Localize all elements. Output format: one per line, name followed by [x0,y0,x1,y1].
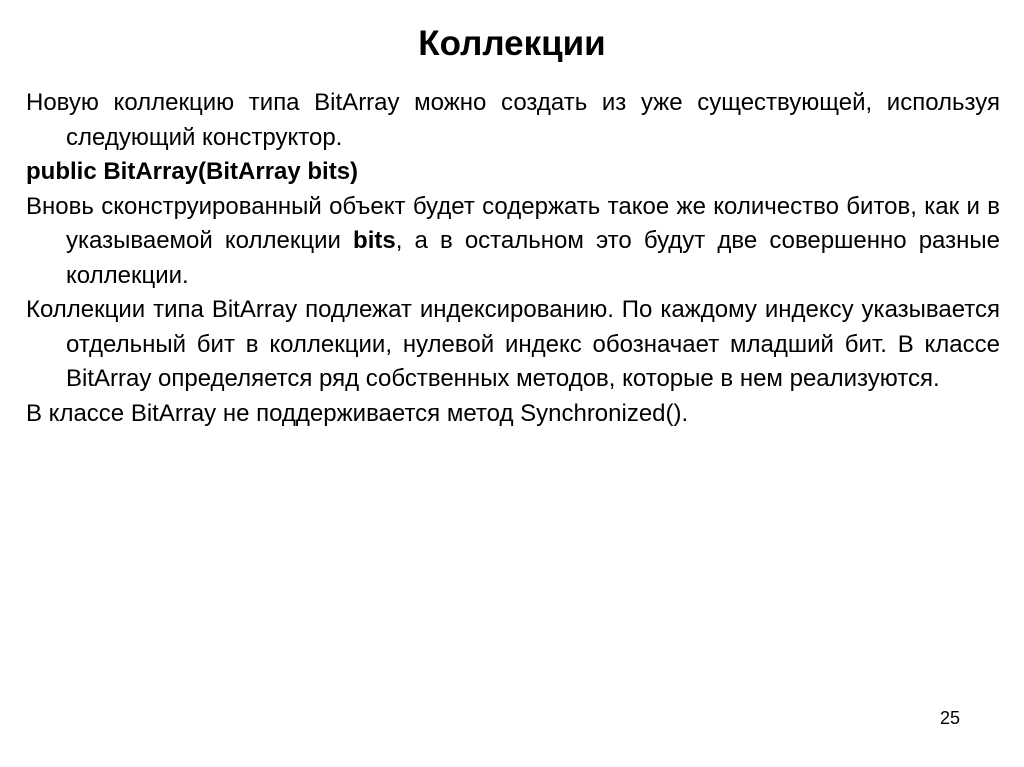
slide-body [26,86,1000,431]
bits-keyword: bits [353,227,396,254]
constructor-signature: public BitArray(BitArray bits) [26,158,359,185]
paragraph-constructed-object [26,190,1000,294]
paragraph-new-collection: Новую коллекцию типа BitArray можно создать из уже существующей, используя следующий конструктор. [26,89,1000,151]
slide-title: Коллекции [418,24,606,63]
paragraph-text-before: Вновь сконструированный объект будет содержать такое же количество битов, как и в указываемой коллекции [26,192,1000,254]
paragraph-synchronized: В классе BitArray не поддерживается метод Synchronized(). [26,399,689,427]
page-number: 25 [940,708,961,728]
paragraph-text-after: , а в остальном это будут две совершенно разные коллекции. [66,227,1000,289]
paragraph-indexing: Коллекции типа BitArray подлежат индексированию. По каждому индексу указывается отдельный бит в коллекции, нулевой индекс обозначает младший бит. В классе BitArray определяется ряд собственных методов, которые в нем реализуются. [26,296,1000,392]
